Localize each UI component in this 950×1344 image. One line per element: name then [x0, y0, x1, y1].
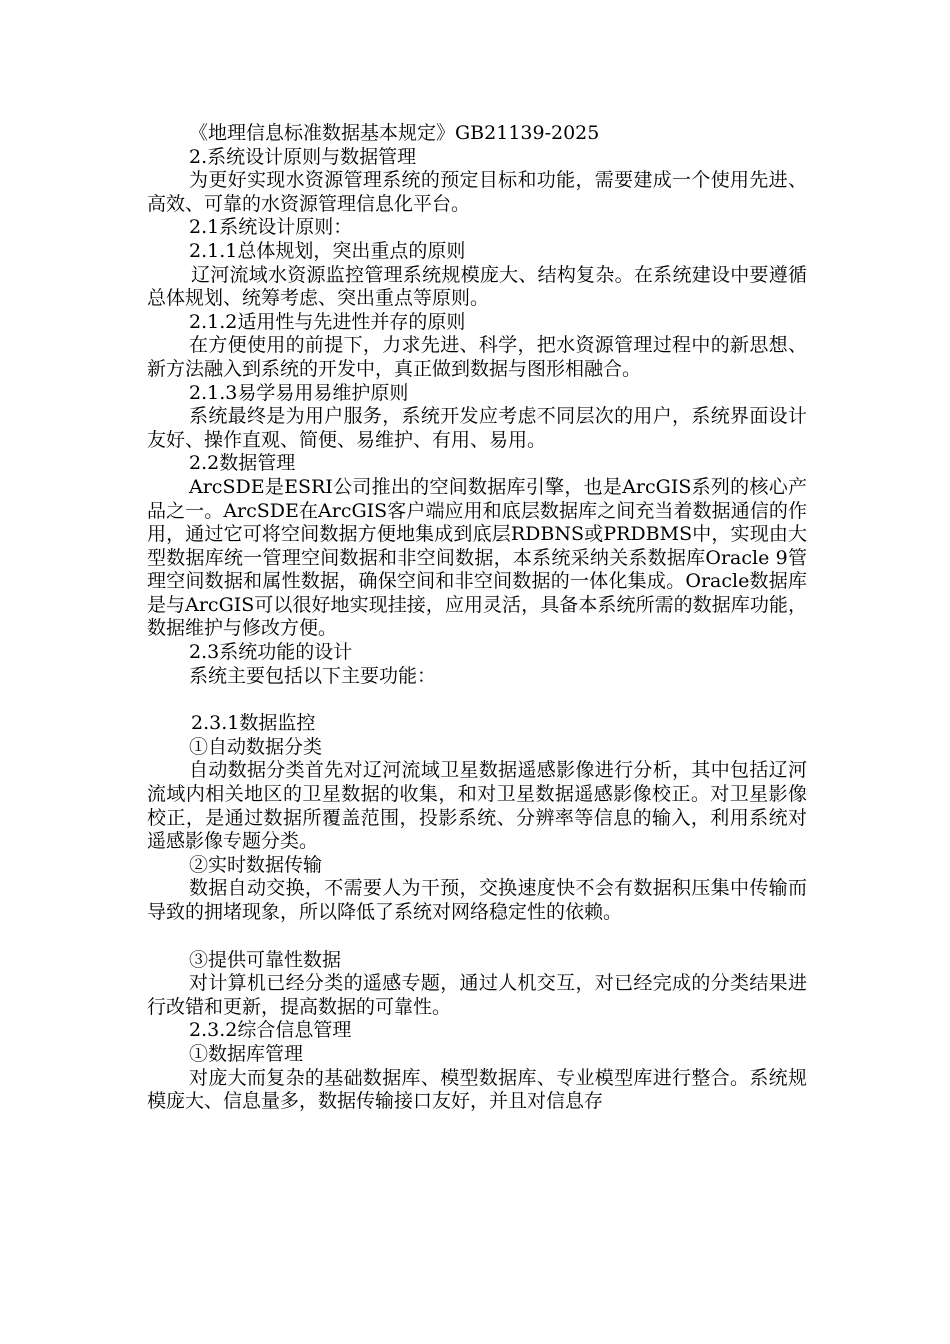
- subsection-heading: 2.1.2适用性与先进性并存的原则: [189, 310, 466, 333]
- body-paragraph: ArcSDE是ESRI公司推出的空间数据库引擎，也是ArcGIS系列的核心产品之一。ArcSDE在ArcGIS客户端应用和底层数据库之间充当着数据通信的作用，通过它可将空间数据方便地集成到底层RDBNS或PRDBMS中，实现由大型数据库统一管理空间数据和非空间数据，本系统采纳关系数据库Oracle 9管理空间数据和属性数据，确保空间和非空间数据的一体化集成。Oracle数据库是与ArcGIS可以很好地实现挂接，应用灵活，具备本系统所需的数据库功能，数据维护与修改方便。: [147, 475, 807, 640]
- section-heading: 2.系统设计原则与数据管理: [189, 145, 417, 168]
- body-paragraph: 自动数据分类首先对辽河流域卫星数据遥感影像进行分析，其中包括辽河流域内相关地区的卫星数据的收集，和对卫星数据遥感影像校正。对卫星影像校正，是通过数据所覆盖范围，投影系统、分辨率等信息的输入，利用系统对遥感影像专题分类。: [147, 759, 807, 853]
- list-item-heading: ①数据库管理: [189, 1042, 304, 1065]
- body-paragraph: 系统最终是为用户服务，系统开发应考虑不同层次的用户，系统界面设计友好、操作直观、简便、易维护、有用、易用。: [147, 405, 807, 451]
- subsection-heading: 2.1系统设计原则：: [189, 216, 353, 239]
- body-paragraph: 在方便使用的前提下，力求先进、科学，把水资源管理过程中的新思想、新方法融入到系统的开发中，真正做到数据与图形相融合。: [147, 334, 807, 380]
- body-paragraph: 辽河流域水资源监控管理系统规模庞大、结构复杂。在系统建设中要遵循总体规划、统筹考虑、突出重点等原则。: [147, 263, 807, 310]
- subsection-heading: 2.3.2综合信息管理: [189, 1019, 352, 1042]
- body-paragraph: 对计算机已经分类的遥感专题，通过人机交互，对已经完成的分类结果进行改错和更新，提高数据的可靠性。: [147, 972, 807, 1018]
- body-paragraph: 系统主要包括以下主要功能：: [189, 664, 437, 687]
- subsection-heading: 2.1.3易学易用易维护原则: [189, 381, 409, 404]
- list-item-heading: ③提供可靠性数据: [189, 948, 342, 971]
- subsection-heading: 2.2数据管理: [189, 452, 296, 475]
- document-body: [147, 122, 807, 1114]
- body-paragraph: 数据自动交换，不需要人为干预，交换速度快不会有数据积压集中传输而导致的拥堵现象，所以降低了系统对网络稳定性的依赖。: [147, 877, 807, 923]
- list-item-heading: ①自动数据分类: [189, 735, 323, 758]
- subsection-heading: 2.3系统功能的设计: [189, 641, 353, 664]
- body-paragraph: 为更好实现水资源管理系统的预定目标和功能，需要建成一个使用先进、高效、可靠的水资源管理信息化平台。: [147, 169, 807, 215]
- body-paragraph: 对庞大而复杂的基础数据库、模型数据库、专业模型库进行整合。系统规模庞大、信息量多，数据传输接口友好，并且对信息存: [147, 1066, 807, 1113]
- standard-reference: 《地理信息标准数据基本规定》GB21139-2025: [189, 122, 600, 144]
- subsection-heading: 2.1.1总体规划，突出重点的原则: [189, 239, 466, 262]
- list-item-heading: ②实时数据传输: [189, 853, 323, 876]
- subsection-heading: 2.3.1数据监控: [191, 712, 316, 735]
